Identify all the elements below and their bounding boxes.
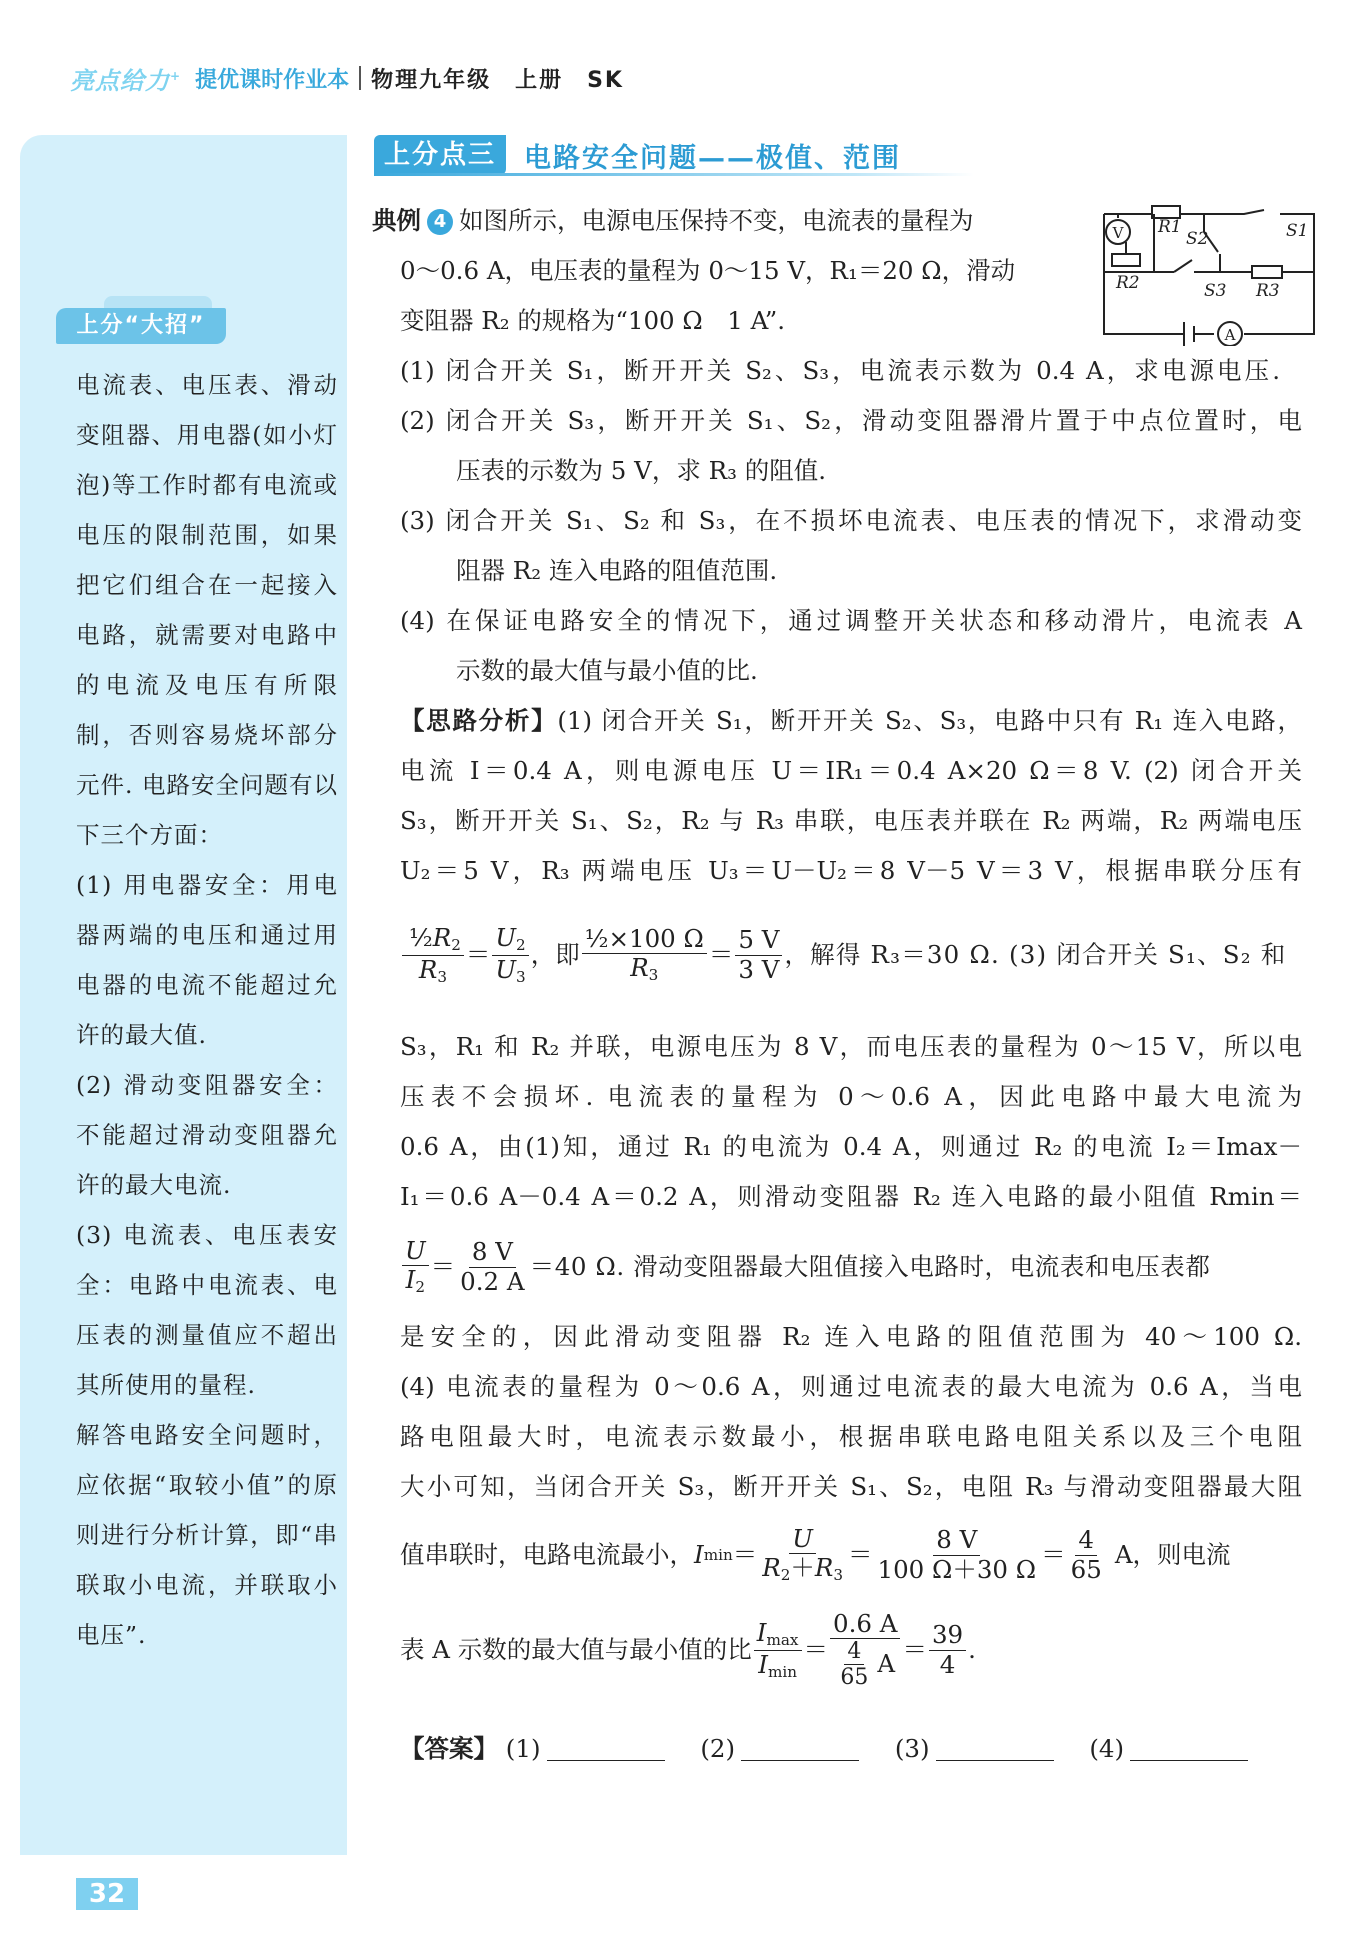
- analysis-line: U₂＝5 V，R₃ 两端电压 U₃＝U－U₂＝8 V－5 V＝3 V，根据串联分压有: [400, 856, 1302, 885]
- fraction: $\frac{\frac{1}{2}R_2}{R_3}$: [402, 924, 464, 986]
- question-3-cont: 阻器 R₂ 连入电路的阻值范围.: [456, 556, 778, 585]
- tip-paragraph: (1) 用电器安全：用电器两端的电压和通过用电器的电流不能超过允许的最大值.: [76, 871, 338, 1049]
- example-text: 如图所示，电源电压保持不变，电流表的量程为: [459, 206, 974, 235]
- tip-paragraph: 电流表、电压表、滑动变阻器、用电器(如小灯泡)等工作时都有电流或电压的限制范围，如果把它们组合在一起接入电路，就需要对电路中的电流及电压有所限制，否则容易烧坏部分元件. 电路安全问题有以下三个方面：: [76, 371, 338, 849]
- circuit-svg: [1094, 202, 1320, 346]
- answer-item-label: (3): [894, 1734, 930, 1763]
- fraction: $\frac{4}{65}$: [840, 1638, 869, 1691]
- answer-item-label: (2): [700, 1734, 736, 1763]
- fraction: 0.6 A $\frac{4}{65}$ A: [830, 1610, 900, 1691]
- page-header: [70, 58, 624, 98]
- question-4: (4) 在保证电路安全的情况下，通过调整开关状态和移动滑片，电流表 A: [400, 606, 1302, 635]
- analysis-line: 压表不会损坏. 电流表的量程为 0～0.6 A，因此电路中最大电流为: [400, 1082, 1302, 1111]
- r3-label: R3: [1256, 281, 1280, 301]
- tip-paragraph: 解答电路安全问题时，应依据“取较小值”的原则进行分析计算，即“串联取小电流，并联取小电压”.: [76, 1421, 338, 1649]
- fraction: $\frac{U_2}{U_3}$: [492, 924, 528, 986]
- analysis-formula-line: $\frac{U}{I_2}$ ＝ $\frac{8 V}{0.2 A}$ ＝40 Ω. 滑动变阻器最大阻值接入电路时，电流表和电压表都: [400, 1232, 1210, 1302]
- question-2-cont: 压表的示数为 5 V，求 R₃ 的阻值.: [456, 456, 826, 485]
- section-badge: 上分点三: [374, 135, 506, 175]
- analysis-formula-line: 表 A 示数的最大值与最小值的比 $\frac{I_{max}}{I_{min}}$ ＝ 0.6 A $\frac{4}{65}$ A ＝ $\frac{39}{4}$ .: [400, 1608, 976, 1691]
- question-1: (1) 闭合开关 S₁，断开开关 S₂、S₃，电流表示数为 0.4 A，求电源电压.: [400, 356, 1280, 385]
- answer-item-label: (1): [505, 1734, 541, 1763]
- example-intro-line: [372, 196, 974, 246]
- voltmeter-label: V: [1112, 224, 1124, 242]
- answer-blank[interactable]: [741, 1734, 859, 1761]
- fraction: $\frac{4}{65}$: [1070, 1525, 1102, 1584]
- fraction: $\frac{U}{R_2+R_3}$: [762, 1524, 843, 1585]
- answer-blank[interactable]: [547, 1734, 665, 1761]
- s3-label: S3: [1204, 281, 1227, 301]
- tip-paragraph: (3) 电流表、电压表安全：电路中电流表、电压表的测量值应不超出其所使用的量程.: [76, 1221, 338, 1399]
- analysis-formula-line: $\frac{\frac{1}{2}R_2}{R_3}$ ＝ $\frac{U_2}{U_3}$ ，即 $\frac{\text{½×100 Ω}}{R_3}$ ＝ $\frac{5 V}{3 V}$ ，解得 R₃＝30 Ω. (3) 闭合开关 S₁、S₂ 和: [400, 910, 1286, 1000]
- example-text: 变阻器 R₂ 的规格为“100 Ω 1 A”.: [400, 306, 786, 335]
- s2-label: S2: [1186, 229, 1209, 249]
- brand-logo: 亮点给力+: [70, 66, 182, 95]
- tip-paragraph: (2) 滑动变阻器安全：不能超过滑动变阻器允许的最大电流.: [76, 1071, 338, 1199]
- answer-label: 【答案】: [400, 1734, 498, 1763]
- ammeter-label: A: [1224, 326, 1236, 344]
- analysis-line: S₃，R₁ 和 R₂ 并联，电源电压为 8 V，而电压表的量程为 0～15 V，所以电: [400, 1032, 1302, 1061]
- tips-body: [76, 360, 338, 1660]
- analysis-line: 电流 I＝0.4 A，则电源电压 U＝IR₁＝0.4 A×20 Ω＝8 V. (2) 闭合开关: [400, 756, 1302, 785]
- subject-title: 物理九年级 上册 SK: [371, 67, 624, 93]
- fraction: $\frac{5 V}{3 V}$: [735, 926, 782, 983]
- analysis-line: 路电阻最大时，电流表示数最小，根据串联电路电阻关系以及三个电阻: [400, 1422, 1302, 1451]
- fraction: $\frac{I_{max}}{I_{min}}$: [754, 1619, 802, 1681]
- answer-item-label: (4): [1089, 1734, 1125, 1763]
- section-title: 电路安全问题——极值、范围: [524, 142, 902, 174]
- analysis-label: 【思路分析】: [400, 706, 558, 735]
- fraction: $\frac{U}{I_2}$: [402, 1237, 429, 1296]
- analysis-line: 【思路分析】(1) 闭合开关 S₁，断开开关 S₂、S₃，电路中只有 R₁ 连入电路，: [400, 706, 1302, 735]
- answer-line: [400, 1724, 1276, 1774]
- section-underline: [374, 173, 974, 176]
- circuit-diagram: [1094, 202, 1320, 346]
- series-title: 提优课时作业本: [195, 67, 350, 93]
- analysis-line: S₃，断开开关 S₁、S₂，R₂ 与 R₃ 串联，电压表并联在 R₂ 两端，R₂ 两端电压: [400, 806, 1302, 835]
- analysis-line: 0.6 A，由(1)知，通过 R₁ 的电流为 0.4 A，则通过 R₂ 的电流 I₂＝Imax－: [400, 1132, 1302, 1161]
- example-number: 4: [427, 209, 453, 235]
- header-divider: [359, 66, 361, 90]
- analysis-line: (4) 电流表的量程为 0～0.6 A，则通过电流表的最大电流为 0.6 A，当电: [400, 1372, 1302, 1401]
- fraction: $\frac{8 V}{0.2 A}$: [460, 1237, 525, 1296]
- example-label: 典例: [372, 206, 421, 235]
- analysis-line: 是安全的，因此滑动变阻器 R₂ 连入电路的阻值范围为 40～100 Ω.: [400, 1322, 1302, 1351]
- page-number: 32: [76, 1878, 138, 1910]
- question-2: (2) 闭合开关 S₃，断开开关 S₁、S₂，滑动变阻器滑片置于中点位置时，电: [400, 406, 1302, 435]
- tips-badge: 上分“大招”: [56, 308, 226, 344]
- question-4-cont: 示数的最大值与最小值的比.: [456, 656, 758, 685]
- analysis-line: I₁＝0.6 A－0.4 A＝0.2 A，则滑动变阻器 R₂ 连入电路的最小阻值 Rmin＝: [400, 1182, 1302, 1211]
- analysis-line: 大小可知，当闭合开关 S₃，断开开关 S₁、S₂，电阻 R₃ 与滑动变阻器最大阻: [400, 1472, 1302, 1501]
- fraction: $\frac{39}{4}$: [929, 1621, 966, 1678]
- s1-label: S1: [1286, 221, 1309, 241]
- answer-blank[interactable]: [936, 1734, 1054, 1761]
- example-text: 0～0.6 A，电压表的量程为 0～15 V，R₁＝20 Ω，滑动: [400, 256, 1016, 285]
- fraction: $\frac{8 V}{100 \Omega+30 \Omega}$: [877, 1525, 1037, 1584]
- analysis-formula-line: 值串联时，电路电流最小， I min ＝ $\frac{U}{R_2+R_3}$ ＝ $\frac{8 V}{100 \Omega+30 \Omega}$ ＝ $\frac{4}{65}$ A，则电流: [400, 1524, 1231, 1585]
- section-heading: [374, 134, 901, 176]
- answer-blank[interactable]: [1130, 1734, 1248, 1761]
- r2-label: R2: [1116, 273, 1140, 293]
- r1-label: R1: [1158, 217, 1182, 237]
- fraction: $\frac{\text{½×100 Ω}}{R_3}$: [582, 925, 707, 984]
- question-3: (3) 闭合开关 S₁、S₂ 和 S₃，在不损坏电流表、电压表的情况下，求滑动变: [400, 506, 1302, 535]
